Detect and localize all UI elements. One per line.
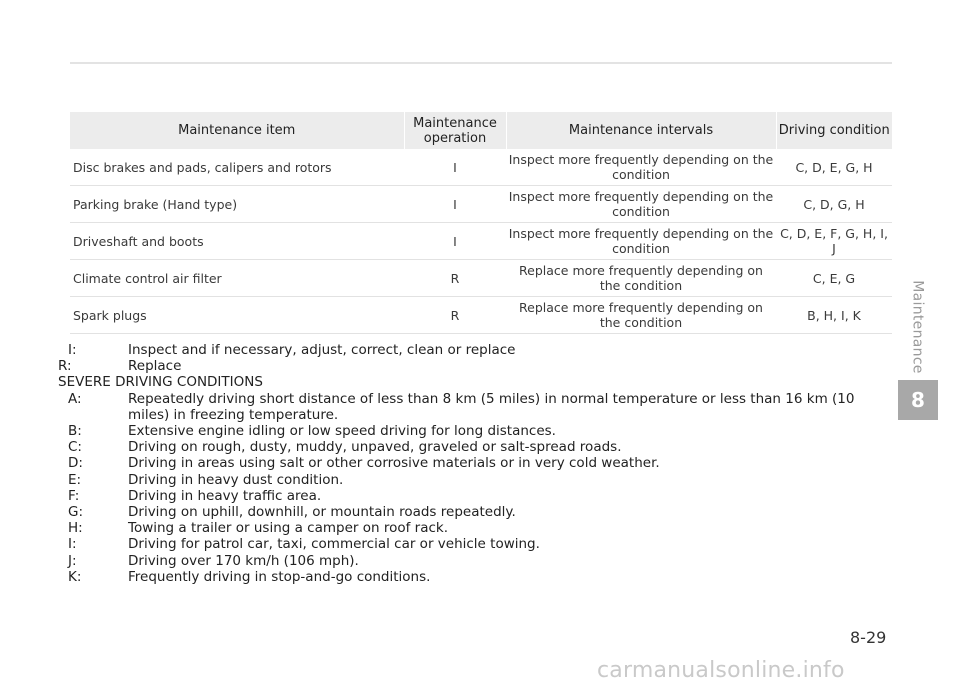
page-number: 8-29 (850, 628, 887, 647)
condition-item (58, 439, 888, 455)
legend-text: Replace (128, 358, 182, 375)
condition-code: H: (68, 520, 83, 537)
header-maintenance-item: Maintenance item (70, 112, 404, 149)
table-row (70, 186, 892, 223)
condition-code: I: (68, 536, 77, 553)
cell-item: Disc brakes and pads, calipers and rotors (70, 149, 404, 186)
cell-item: Spark plugs (70, 297, 404, 334)
cell-operation: I (404, 149, 506, 186)
condition-item (58, 536, 888, 552)
condition-item (58, 569, 888, 585)
legend-op-replace (58, 358, 888, 374)
legend-code: R: (58, 358, 72, 375)
legend-code: I: (68, 342, 77, 358)
section-title: Maintenance (910, 280, 926, 374)
table-row (70, 297, 892, 334)
cell-interval: Inspect more frequently depending on the condition (506, 223, 776, 260)
table-row (70, 149, 892, 186)
condition-item (58, 423, 888, 439)
condition-code: F: (68, 487, 80, 504)
condition-code: D: (68, 455, 83, 472)
condition-code: G: (68, 504, 84, 521)
chapter-tab: 8 (898, 380, 938, 420)
condition-text: Driving for patrol car, taxi, commercial car or vehicle towing. (128, 536, 540, 553)
condition-item (58, 472, 888, 488)
condition-code: K: (68, 568, 82, 585)
watermark: carmanualsonline.info (597, 658, 845, 683)
cell-condition: C, D, G, H (776, 186, 892, 223)
condition-text: Driving in areas using salt or other corrosive materials or in very cold weather. (128, 455, 660, 472)
cell-condition: C, D, E, F, G, H, I, J (776, 223, 892, 260)
cell-item: Parking brake (Hand type) (70, 186, 404, 223)
cell-operation: I (404, 223, 506, 260)
top-divider (70, 62, 892, 64)
legend-op-inspect (58, 342, 888, 358)
cell-condition: C, D, E, G, H (776, 149, 892, 186)
condition-text: Frequently driving in stop-and-go conditions. (128, 568, 431, 585)
condition-item (58, 504, 888, 520)
condition-code: J: (68, 552, 77, 569)
condition-text: Driving over 170 km/h (106 mph). (128, 552, 359, 569)
cell-interval: Inspect more frequently depending on the condition (506, 149, 776, 186)
condition-item (58, 455, 888, 471)
section-side-label (898, 282, 938, 372)
cell-interval: Replace more frequently depending on the condition (506, 297, 776, 334)
condition-code: C: (68, 439, 82, 456)
legend-notes (58, 342, 888, 585)
condition-text: Towing a trailer or using a camper on roof rack. (128, 520, 449, 537)
condition-item (58, 391, 888, 423)
condition-code: A: (68, 390, 82, 407)
cell-item: Climate control air filter (70, 260, 404, 297)
table-row (70, 223, 892, 260)
condition-code: B: (68, 423, 82, 440)
condition-text: Driving in heavy traffic area. (128, 487, 322, 504)
cell-interval: Inspect more frequently depending on the condition (506, 186, 776, 223)
cell-operation: I (404, 186, 506, 223)
table-header-row (70, 112, 892, 149)
condition-item (58, 520, 888, 536)
cell-operation: R (404, 297, 506, 334)
condition-code: E: (68, 471, 82, 488)
cell-interval: Replace more frequently depending on the condition (506, 260, 776, 297)
legend-text: Inspect and if necessary, adjust, correct, clean or replace (128, 342, 516, 358)
severe-conditions-heading: SEVERE DRIVING CONDITIONS (58, 374, 263, 391)
cell-operation: R (404, 260, 506, 297)
condition-text: Extensive engine idling or low speed driving for long distances. (128, 423, 556, 440)
maintenance-table (70, 112, 892, 334)
condition-item (58, 488, 888, 504)
condition-text: Driving in heavy dust condition. (128, 471, 344, 488)
condition-text: Repeatedly driving short distance of less than 8 km (5 miles) in normal temperature or less than 16 km (10 miles) in freezing temperature. (128, 390, 855, 423)
header-maintenance-operation: Maintenance operation (404, 112, 506, 149)
header-driving-condition: Driving condition (776, 112, 892, 149)
condition-text: Driving on rough, dusty, muddy, unpaved, graveled or salt-spread roads. (128, 439, 622, 456)
cell-condition: B, H, I, K (776, 297, 892, 334)
table-row (70, 260, 892, 297)
cell-condition: C, E, G (776, 260, 892, 297)
cell-item: Driveshaft and boots (70, 223, 404, 260)
header-maintenance-intervals: Maintenance intervals (506, 112, 776, 149)
condition-item (58, 553, 888, 569)
condition-text: Driving on uphill, downhill, or mountain roads repeatedly. (128, 504, 516, 521)
